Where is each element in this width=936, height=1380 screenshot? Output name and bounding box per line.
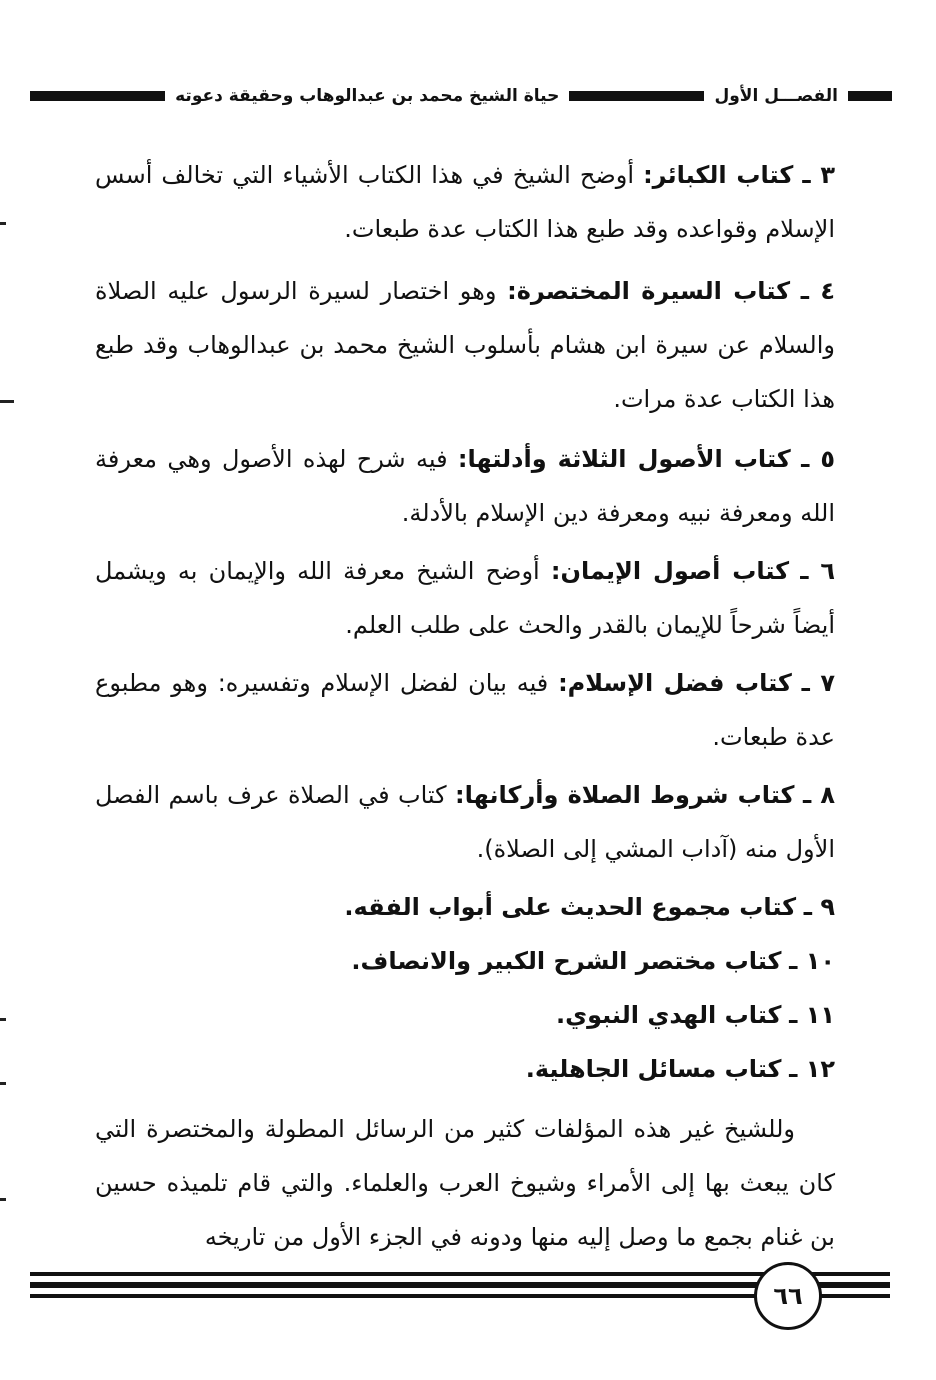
item-text: أوضح الشيخ في هذا الكتاب الأشياء التي تخالف أسس الإسلام وقواعده وقد طبع هذا الكتاب عدة طبعات. bbox=[95, 161, 835, 243]
scan-edge-mark bbox=[0, 1082, 6, 1085]
scan-edge-mark bbox=[0, 400, 14, 403]
item-title: كتاب الكبائر: bbox=[643, 161, 794, 189]
item-title: كتاب شروط الصلاة وأركانها: bbox=[455, 781, 795, 809]
item-title: كتاب مختصر الشرح الكبير والانصاف. bbox=[351, 947, 782, 975]
item-number: ٤ ـ bbox=[800, 277, 835, 305]
page-number: ٦٦ bbox=[754, 1262, 822, 1330]
scan-edge-mark bbox=[0, 1198, 6, 1201]
item-number: ٧ ـ bbox=[801, 669, 835, 697]
running-header bbox=[30, 78, 892, 114]
list-item bbox=[95, 880, 835, 934]
header-rule bbox=[569, 91, 704, 101]
list-item bbox=[95, 544, 835, 652]
item-number: ١١ ـ bbox=[789, 1001, 835, 1029]
item-title: كتاب السيرة المختصرة: bbox=[507, 277, 791, 305]
list-item bbox=[95, 432, 835, 540]
list-item bbox=[95, 1042, 835, 1096]
header-rule bbox=[848, 91, 892, 101]
scan-edge-mark bbox=[0, 222, 6, 225]
item-number: ٦ ـ bbox=[800, 557, 835, 585]
book-title: حياة الشيخ محمد بن عبدالوهاب وحقيقة دعوته bbox=[175, 86, 560, 106]
item-title: كتاب الهدي النبوي. bbox=[555, 1001, 782, 1029]
item-number: ٣ ـ bbox=[802, 161, 835, 189]
item-number: ٨ ـ bbox=[802, 781, 835, 809]
item-number: ٩ ـ bbox=[803, 893, 835, 921]
list-item bbox=[95, 934, 835, 988]
list-item bbox=[95, 148, 835, 256]
item-text: وهو اختصار لسيرة الرسول عليه الصلاة والسلام عن سيرة ابن هشام بأسلوب الشيخ محمد بن عبدالوهاب وقد طبع هذا الكتاب عدة مرات. bbox=[95, 277, 835, 413]
list-item bbox=[95, 656, 835, 764]
item-text: أوضح الشيخ معرفة الله والإيمان به ويشمل أيضاً شرحاً للإيمان بالقدر والحث على طلب العلم. bbox=[95, 557, 835, 639]
item-title: كتاب الأصول الثلاثة وأدلتها: bbox=[457, 445, 791, 473]
item-number: ٥ ـ bbox=[801, 445, 835, 473]
item-text: فيه بيان لفضل الإسلام وتفسيره: وهو مطبوع عدة طبعات. bbox=[95, 669, 835, 751]
list-item bbox=[95, 988, 835, 1042]
list-item bbox=[95, 768, 835, 876]
item-text: فيه شرح لهذه الأصول وهي معرفة الله ومعرفة نبيه ومعرفة دين الإسلام بالأدلة. bbox=[95, 445, 835, 527]
scan-edge-mark bbox=[0, 1018, 6, 1021]
item-title: كتاب أصول الإيمان: bbox=[550, 557, 790, 585]
page-body bbox=[95, 148, 835, 1264]
list-item bbox=[95, 264, 835, 426]
item-title: كتاب مجموع الحديث على أبواب الفقه. bbox=[344, 893, 797, 921]
page-footer bbox=[30, 1262, 890, 1322]
item-title: كتاب مسائل الجاهلية. bbox=[525, 1055, 782, 1083]
chapter-label: الفصـــل الأول bbox=[714, 86, 838, 106]
item-title: كتاب فضل الإسلام: bbox=[558, 669, 792, 697]
item-number: ١٢ ـ bbox=[789, 1055, 835, 1083]
closing-paragraph: وللشيخ غير هذه المؤلفات كثير من الرسائل المطولة والمختصرة التي كان يبعث بها إلى الأمراء وشيوخ العرب والعلماء. والتي قام تلميذه حسين بن غنام بجمع ما وصل إليه منها ودونه في الجزء الأول من تاريخه bbox=[95, 1115, 835, 1251]
header-rule bbox=[30, 91, 165, 101]
item-text: كتاب في الصلاة عرف باسم الفصل الأول منه (آداب المشي إلى الصلاة). bbox=[95, 781, 835, 863]
item-number: ١٠ ـ bbox=[789, 947, 835, 975]
